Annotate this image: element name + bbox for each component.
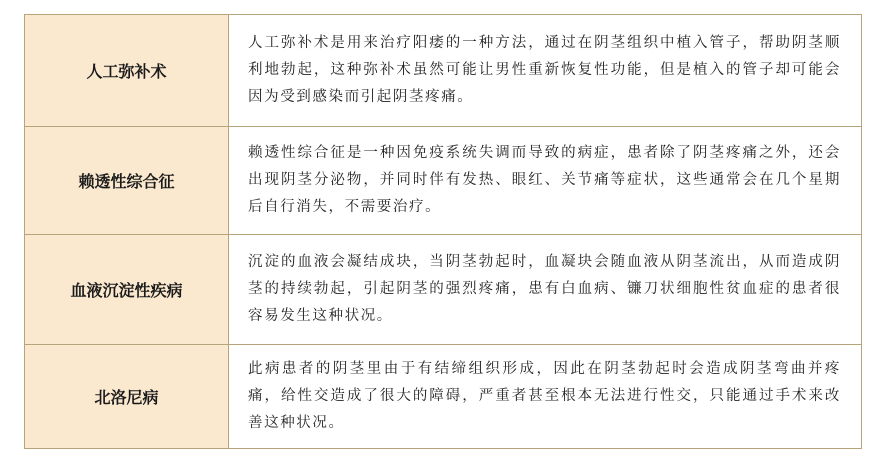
term-cell [25,345,229,449]
description-text: 人工弥补术是用来治疗阳痿的一种方法，通过在阴茎组织中植入管子，帮助阴茎顺利地勃起，这种弥补术虽然可能让男性重新恢复性功能，但是植入的管子却可能会因为受到感染而引起阴茎疼痛。 [248,35,841,105]
description-cell [229,15,862,127]
term-label: 人工弥补术 [86,62,167,81]
term-cell [25,15,229,127]
table-row [25,127,862,235]
table-row [25,235,862,345]
term-cell [25,127,229,235]
description-text: 沉淀的血液会凝结成块，当阴茎勃起时，血凝块会随血液从阴茎流出，从而造成阴茎的持续勃起，引起阴茎的强烈疼痛，患有白血病、镰刀状细胞性贫血症的患者很容易发生这种状况。 [248,254,841,324]
description-cell [229,345,862,449]
disease-table [24,14,862,449]
description-text: 赖透性综合征是一种因免疫系统失调而导致的病症，患者除了阴茎疼痛之外，还会出现阴茎分泌物，并同时伴有发热、眼红、关节痛等症状，这些通常会在几个星期后自行消失，不需要治疗。 [248,145,841,215]
term-cell [25,235,229,345]
term-label: 血液沉淀性疾病 [70,281,183,300]
description-cell [229,127,862,235]
term-label: 北洛尼病 [94,388,159,407]
table-row [25,15,862,127]
table-row [25,345,862,449]
description-cell [229,235,862,345]
description-text: 此病患者的阴茎里由于有结缔组织形成，因此在阴茎勃起时会造成阴茎弯曲并疼痛，给性交造成了很大的障碍，严重者甚至根本无法进行性交，只能通过手术来改善这种状况。 [248,361,841,431]
term-label: 赖透性综合征 [78,172,175,191]
